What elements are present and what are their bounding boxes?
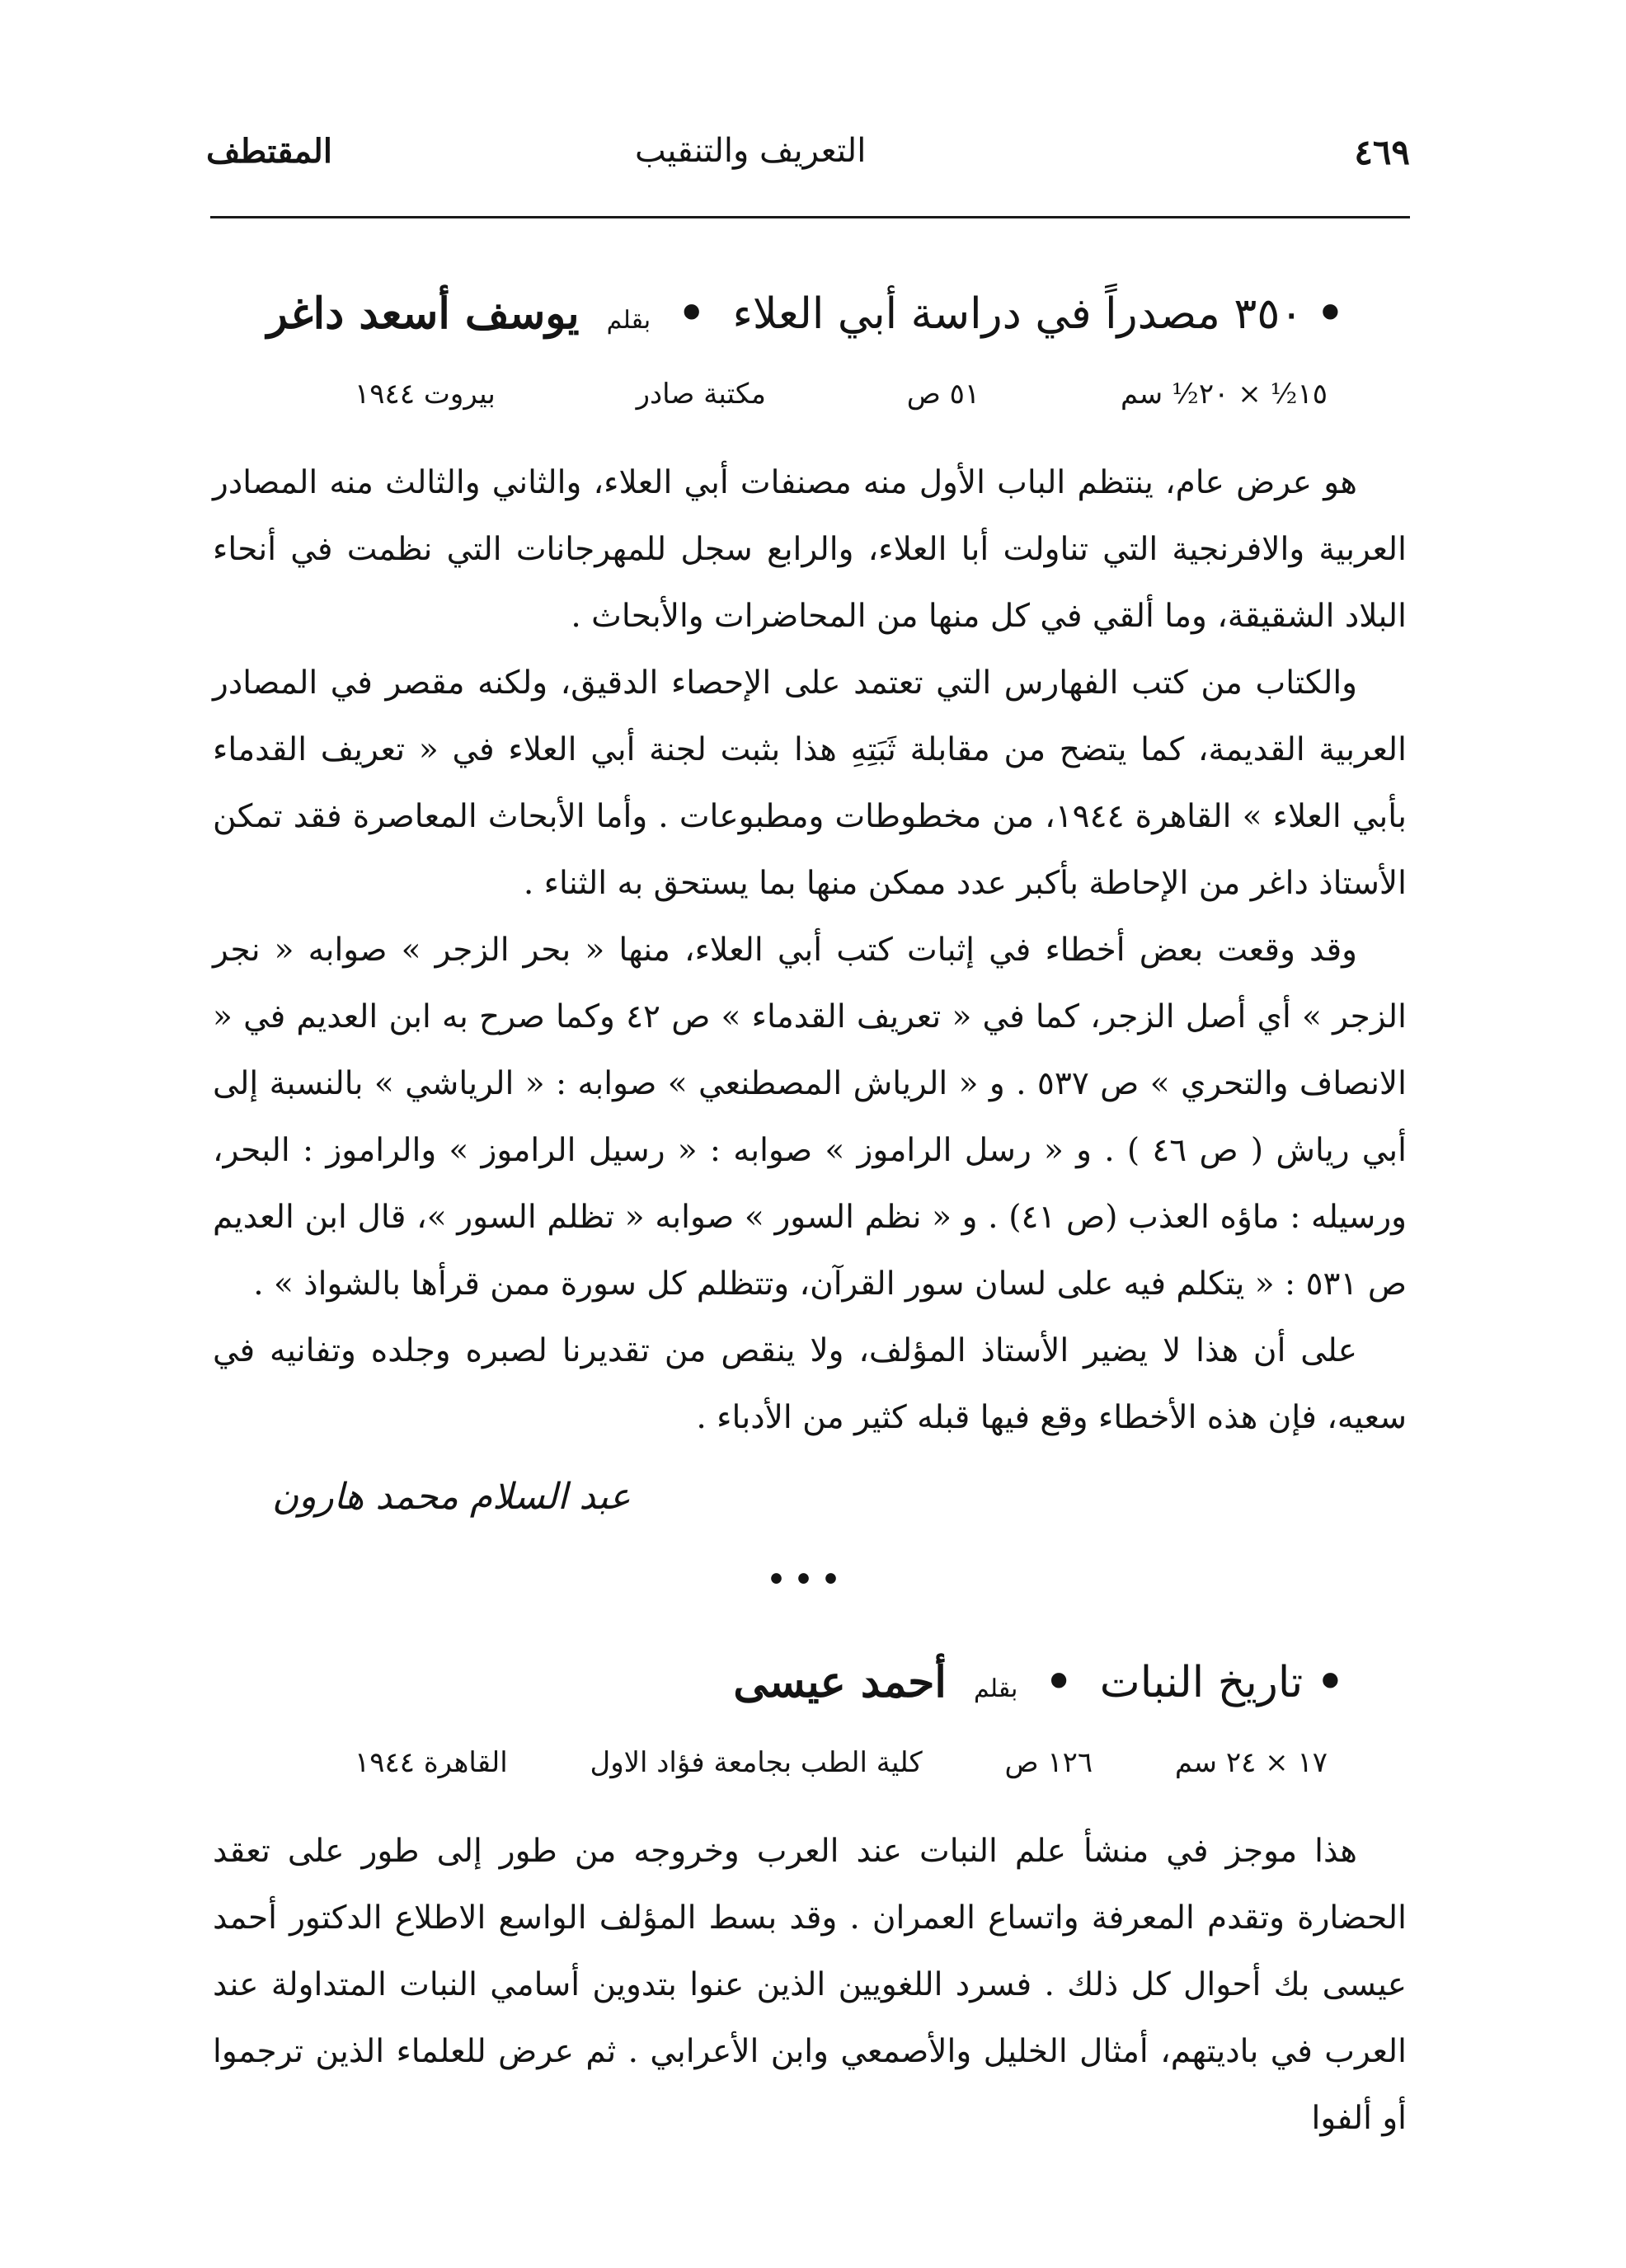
bullet-icon: • — [678, 289, 706, 339]
review1-title-line — [266, 289, 1344, 355]
bullet-icon: • — [1045, 1657, 1073, 1707]
review2-body — [213, 1818, 1407, 2152]
review2-meta — [355, 1746, 1328, 1796]
review2-pages: ١٢٦ ص — [1004, 1746, 1093, 1779]
review1-paragraph-3: وقد وقعت بعض أخطاء في إثبات كتب أبي العلاء، منها « بحر الزجر » صوابه « نجر الزجر » أي أصل الزجر، كما في « تعريف القدماء » ص ٤٢ وكما صرح به ابن العديم في « الانصاف والتحري » ص ٥٣٧ . و « الرياش المصطنعي » صوابه : « الرياشي » بالنسبة إلى أبي رياش ( ص ٤٦ ) . و « رسل الراموز » صوابه : « رسيل الراموز » والراموز : البحر، ورسيله : ماؤه العذب (ص ٤١) . و « نظم السور » صوابه « تظلم السور »، قال ابن العديم ص ٥٣١ : « يتكلم فيه على لسان سور القرآن، وتتظلم كل سورة ممن قرأها بالشواذ » . — [213, 932, 1407, 1303]
review1-publisher: مكتبة صادر — [636, 378, 766, 411]
review1-signature: عبد السلام محمد هارون — [272, 1476, 631, 1518]
bullet-icon: • — [1316, 289, 1344, 339]
review1-size: ١٥½ × ٢٠½ سم — [1120, 378, 1328, 411]
review1-place-date: بيروت ١٩٤٤ — [355, 378, 496, 411]
review1-pages: ٥١ ص — [906, 378, 980, 411]
review2-title-line — [272, 1657, 1344, 1723]
review2-author: أحمد عيسى — [733, 1657, 947, 1707]
review1-body — [213, 449, 1407, 1451]
bullet-icon: • — [1316, 1657, 1344, 1707]
section-title: التعريف والتنقيب — [635, 132, 867, 170]
review1-by: بقلم — [606, 306, 651, 335]
running-header — [206, 132, 1410, 190]
review1-meta — [355, 378, 1328, 427]
review1-author: يوسف أسعد داغر — [266, 289, 580, 339]
review1-paragraph-4: على أن هذا لا يضير الأستاذ المؤلف، ولا ينقص من تقديرنا لصبره وجلده وتفانيه في سعيه، فإن هذه الأخطاء وقع فيها قبله كثير من الأدباء . — [213, 1332, 1407, 1436]
review2-paragraph-1: هذا موجز في منشأ علم النبات عند العرب وخروجه من طور إلى طور على تعقد الحضارة وتقدم المعرفة واتساع العمران . وقد بسط المؤلف الواسع الاطلاع الدكتور أحمد عيسى بك أحوال كل ذلك . فسرد اللغويين الذين عنوا بتدوين أسامي النبات المتداولة عند العرب في باديتهم، أمثال الخليل والأصمعي وابن الأعرابي . ثم عرض للعلماء الذين ترجموا أو ألفوا — [213, 1833, 1407, 2137]
review2-title: تاريخ النبات — [1099, 1658, 1304, 1707]
review2-publisher: كلية الطب بجامعة فؤاد الاول — [590, 1746, 923, 1779]
review2-place-date: القاهرة ١٩٤٤ — [355, 1746, 508, 1779]
section-separator: ••• — [767, 1562, 849, 1597]
header-rule — [210, 216, 1410, 218]
review1-paragraph-2: والكتاب من كتب الفهارس التي تعتمد على الإحصاء الدقيق، ولكنه مقصر في المصادر العربية القديمة، كما يتضح من مقابلة ثَبَتِهِ هذا بثبت لجنة أبي العلاء في « تعريف القدماء بأبي العلاء » القاهرة ١٩٤٤، من مخطوطات ومطبوعات . وأما الأبحاث المعاصرة فقد تمكن الأستاذ داغر من الإحاطة بأكبر عدد ممكن منها بما يستحق به الثناء . — [213, 664, 1407, 902]
review2-size: ١٧ × ٢٤ سم — [1174, 1746, 1328, 1779]
magazine-title: المقتطف — [206, 132, 332, 171]
review1-paragraph-1: هو عرض عام، ينتظم الباب الأول منه مصنفات أبي العلاء، والثاني والثالث منه المصادر العربية والافرنجية التي تناولت أبا العلاء، والرابع سجل للمهرجانات التي نظمت في أنحاء البلاد الشقيقة، وما ألقي في كل منها من المحاضرات والأبحاث . — [213, 464, 1407, 635]
review1-title: ٣٥٠ مصدراً في دراسة أبي العلاء — [732, 289, 1304, 339]
page-number: ٤٦٩ — [1354, 132, 1410, 172]
review2-by: بقلم — [973, 1674, 1018, 1703]
